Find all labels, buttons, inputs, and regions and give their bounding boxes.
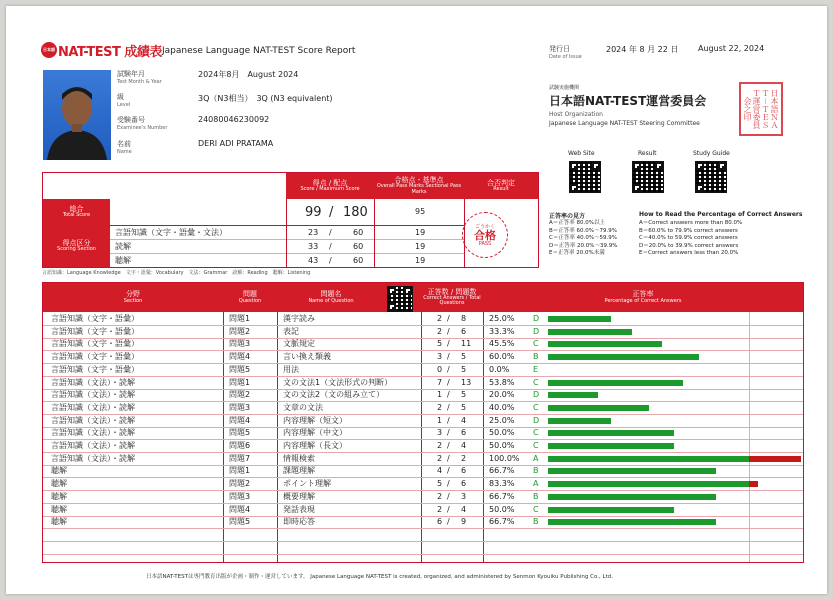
row-percentage: 25.0% <box>489 415 515 425</box>
row-slash: / <box>447 364 450 374</box>
section-score-listening: 43 <box>308 256 319 265</box>
result-header: 合否判定 Result <box>487 178 515 193</box>
section-slash-listening: / <box>329 256 332 265</box>
legend-jp <box>549 220 617 258</box>
row-slash: / <box>447 326 450 336</box>
website-qr-code[interactable] <box>569 161 601 193</box>
row-slash: / <box>447 377 450 387</box>
row-total: 6 <box>461 479 467 489</box>
row-correct: 2 <box>437 504 443 514</box>
footer-note: 日本語NAT-TESTは専門教育出版が企画・制作・運営しています。 Japanese Language NAT-TEST is created, organized, and administered by Senmon Kyouiku Publishing Co., Ltd. <box>146 574 613 580</box>
table-row <box>43 351 803 364</box>
legend-jp-b: B＝正答率 60.0%〜79.9% <box>549 227 617 234</box>
table-row <box>43 402 803 415</box>
row-grade: D <box>533 326 540 336</box>
question-detail-table <box>42 282 804 563</box>
row-question-name: 文の文法2（文の組み立て） <box>283 390 385 400</box>
row-correct: 2 <box>437 314 443 323</box>
percentage-bar <box>548 418 611 424</box>
table-row <box>43 504 803 517</box>
detail-header-name: 問題名 Name of Question <box>308 290 354 304</box>
table-row <box>43 491 803 504</box>
examinee-number-label-en: Examinee's Number <box>117 125 168 131</box>
percentage-bar <box>548 316 611 322</box>
row-section: 言語知識（文法）・読解 <box>51 390 135 400</box>
legend-jp-d: D＝正答率 20.0%〜39.9% <box>549 242 618 249</box>
row-section: 言語知識（文字・語彙） <box>51 339 139 349</box>
row-total: 5 <box>461 352 467 362</box>
section-pass-listening: 19 <box>415 256 426 265</box>
row-percentage: 50.0% <box>489 428 515 438</box>
legend-jp-e: E＝正答率 20.0%未満 <box>549 250 605 256</box>
score-summary-table <box>42 172 539 268</box>
row-section: 言語知識（文字・語彙） <box>51 352 139 362</box>
row-grade: C <box>533 339 539 349</box>
row-question: 問題4 <box>229 352 251 362</box>
row-correct: 7 <box>437 377 443 387</box>
qr-label-study-guide: Study Guide <box>693 150 730 157</box>
pass-result-seal: ごうかく 合格 PASS <box>462 212 508 258</box>
total-score-label: 総合 Total Score <box>43 199 110 225</box>
row-correct: 4 <box>437 466 443 476</box>
row-grade: C <box>533 428 539 438</box>
row-grade: D <box>533 314 540 323</box>
percentage-bar <box>548 430 674 436</box>
issue-date-label: 発行日 <box>549 45 570 53</box>
row-percentage: 20.0% <box>489 390 515 400</box>
row-question: 問題3 <box>229 339 251 349</box>
row-percentage: 45.5% <box>489 339 515 349</box>
row-question: 問題5 <box>229 364 251 374</box>
percentage-bar <box>548 354 699 360</box>
row-grade: B <box>533 491 539 501</box>
row-section: 言語知識（文法）・読解 <box>51 415 135 425</box>
row-correct: 1 <box>437 390 443 400</box>
examinee-photo <box>43 70 111 160</box>
table-row <box>43 465 803 478</box>
row-question: 問題4 <box>229 504 251 514</box>
row-total: 13 <box>461 377 472 387</box>
section-name-listening: 聴解 <box>115 256 131 265</box>
issue-date-label-en: Date of Issue <box>549 54 582 60</box>
row-question-name: 文の文法1（文法形式の判断） <box>283 377 393 387</box>
row-correct: 3 <box>437 352 443 362</box>
host-org-name-en: Japanese Language NAT-TEST Steering Committee <box>549 120 700 127</box>
row-slash: / <box>447 479 450 489</box>
row-question-name: 文脈規定 <box>283 339 315 349</box>
row-correct: 6 <box>437 517 443 527</box>
row-total: 2 <box>461 453 467 463</box>
score-footnote: 言語知識：Language Knowledge 文字・語彙：Vocabulary 文法：Grammar 読解：Reading 聴解：Listening <box>42 270 311 276</box>
percentage-bar-over <box>749 481 758 487</box>
detail-header-question: 問題 Question <box>238 290 262 304</box>
row-slash: / <box>447 517 450 527</box>
detail-header-rate: 正答率 Percentage of Correct Answers <box>604 290 682 304</box>
section-slash-reading: / <box>329 242 332 251</box>
row-grade: C <box>533 441 539 450</box>
row-correct: 2 <box>437 402 443 412</box>
row-correct: 2 <box>437 441 443 450</box>
row-percentage: 66.7% <box>489 517 515 527</box>
row-grade: C <box>533 504 539 514</box>
row-grade: C <box>533 377 539 387</box>
row-grade: B <box>533 352 539 362</box>
row-question-name: 文章の文法 <box>283 402 323 412</box>
row-percentage: 0.0% <box>489 364 510 374</box>
row-section: 言語知識（文法）・読解 <box>51 453 135 463</box>
percentage-bar <box>548 405 649 411</box>
score-header: 得点 / 配点 Score / Maximum Score <box>300 178 360 193</box>
level-label-en: Level <box>117 102 131 108</box>
row-section: 聴解 <box>51 504 67 514</box>
row-question: 問題2 <box>229 390 251 400</box>
host-org-label-en: Host Organization <box>549 111 603 118</box>
row-grade: A <box>533 479 539 489</box>
row-question: 問題5 <box>229 428 251 438</box>
row-slash: / <box>447 390 450 400</box>
percentage-bar-over <box>749 456 801 462</box>
percentage-bar <box>548 481 749 487</box>
row-percentage: 40.0% <box>489 402 515 412</box>
table-row <box>43 338 803 351</box>
table-row <box>43 313 803 326</box>
percentage-bar <box>548 494 716 500</box>
row-grade: D <box>533 415 540 425</box>
detail-qr-code[interactable] <box>387 286 413 312</box>
row-question-name: 表記 <box>283 326 299 336</box>
issue-date-en: August 22, 2024 <box>698 44 765 53</box>
percentage-bar <box>548 443 674 449</box>
row-percentage: 53.8% <box>489 377 515 387</box>
row-percentage: 50.0% <box>489 441 515 450</box>
level-label: 級 <box>117 93 124 101</box>
detail-header-section: 分野 Section <box>123 290 143 304</box>
level-value: 3Q（N3相当） 3Q (N3 equivalent) <box>198 94 333 103</box>
row-question-name: 内容理解（中文） <box>283 428 347 438</box>
total-pass-mark: 95 <box>415 207 426 216</box>
nat-test-logo: NAT-TEST 成績表 <box>58 45 162 60</box>
table-row <box>43 516 803 529</box>
scoring-section-label: 得点区分 Scoring Section <box>43 225 110 267</box>
row-slash: / <box>447 415 450 425</box>
row-slash: / <box>447 441 450 450</box>
empty-table-row <box>43 529 803 542</box>
section-max-reading: 60 <box>353 242 364 251</box>
total-score-slash: / <box>329 205 334 220</box>
section-max-language: 60 <box>353 228 364 237</box>
row-question-name: 概要理解 <box>283 491 315 501</box>
row-question-name: ポイント理解 <box>283 479 331 489</box>
score-report-sheet <box>6 6 827 594</box>
row-section: 言語知識（文法）・読解 <box>51 377 135 387</box>
table-row <box>43 377 803 390</box>
table-row <box>43 326 803 339</box>
row-total: 3 <box>461 491 467 501</box>
percentage-bar <box>548 380 683 386</box>
percentage-bar <box>548 456 749 462</box>
row-correct: 5 <box>437 479 443 489</box>
percentage-bar <box>548 519 716 525</box>
row-question: 問題3 <box>229 402 251 412</box>
row-percentage: 100.0% <box>489 453 520 463</box>
row-slash: / <box>447 352 450 362</box>
section-name-language: 言語知識（文字・語彙・文法） <box>115 228 227 237</box>
row-section: 聴解 <box>51 479 67 489</box>
row-correct: 5 <box>437 339 443 349</box>
percentage-bar <box>548 507 674 513</box>
table-row <box>43 427 803 440</box>
host-org-name: 日本語NAT-TEST運営委員会 <box>549 94 707 108</box>
table-row <box>43 415 803 428</box>
row-total: 5 <box>461 364 467 374</box>
row-grade: C <box>533 402 539 412</box>
row-percentage: 50.0% <box>489 504 515 514</box>
table-row <box>43 440 803 453</box>
row-section: 言語知識（文法）・読解 <box>51 402 135 412</box>
official-seal-stamp: 日本語ＮＡＴ－ＴＥＳＴ運営委員会之印 <box>739 82 783 136</box>
legend-jp-c: C＝正答率 40.0%〜59.9% <box>549 235 618 241</box>
legend-jp-a: A＝正答率 80.0%以上 <box>549 220 605 226</box>
row-total: 6 <box>461 466 467 476</box>
total-max-value: 180 <box>343 205 368 220</box>
row-section: 言語知識（文法）・読解 <box>51 441 135 450</box>
row-slash: / <box>447 314 450 323</box>
row-section: 聴解 <box>51 466 67 476</box>
issue-date-jp: 2024 年 8 月 22 日 <box>606 45 679 54</box>
row-question-name: 情報検索 <box>283 453 315 463</box>
row-total: 8 <box>461 314 467 323</box>
row-total: 6 <box>461 428 467 438</box>
row-question: 問題1 <box>229 466 251 476</box>
row-question-name: 用法 <box>283 364 299 374</box>
row-correct: 2 <box>437 491 443 501</box>
report-title: Japanese Language NAT-TEST Score Report <box>162 46 356 56</box>
row-correct: 2 <box>437 326 443 336</box>
percentage-bar <box>548 341 662 347</box>
row-total: 9 <box>461 517 467 527</box>
row-grade: B <box>533 466 539 476</box>
row-section: 言語知識（文字・語彙） <box>51 326 139 336</box>
section-max-listening: 60 <box>353 256 364 265</box>
legend-en-b: B＝60.0% to 79.9% correct answers <box>639 227 738 234</box>
row-section: 聴解 <box>51 491 67 501</box>
nat-test-logo-seal: 日本語 <box>41 42 57 58</box>
row-question-name: 言い換え類義 <box>283 352 331 362</box>
row-correct: 1 <box>437 415 443 425</box>
percentage-bar <box>548 392 598 398</box>
qr-label-result: Result <box>638 150 657 157</box>
row-correct: 3 <box>437 428 443 438</box>
examinee-number-label: 受験番号 <box>117 116 145 124</box>
section-slash-language: / <box>329 228 332 237</box>
row-total: 6 <box>461 326 467 336</box>
test-month-value: 2024年8月 August 2024 <box>198 70 299 79</box>
row-grade: D <box>533 390 540 400</box>
pass-marks-header: 合格点・基準点 Overall Pass Marks Sectional Pass Marks <box>376 176 462 195</box>
legend-title-en: How to Read the Percentage of Correct Answers <box>639 211 803 218</box>
row-slash: / <box>447 491 450 501</box>
percentage-bar <box>548 329 632 335</box>
examinee-number-value: 24080046230092 <box>198 115 270 124</box>
host-org-small: 試験実施機関 <box>549 85 580 91</box>
table-row <box>43 364 803 377</box>
name-label-en: Name <box>117 149 132 155</box>
result-qr-code[interactable] <box>632 161 664 193</box>
legend-title-jp: 正答率の見方 <box>549 213 586 220</box>
row-slash: / <box>447 453 450 463</box>
row-section: 言語知識（文字・語彙） <box>51 314 139 323</box>
section-score-reading: 33 <box>308 242 319 251</box>
section-pass-language: 19 <box>415 228 426 237</box>
legend-en-a: A＝Correct answers more than 80.0% <box>639 220 743 226</box>
row-total: 4 <box>461 441 467 450</box>
row-total: 5 <box>461 402 467 412</box>
name-value: DERI ADI PRATAMA <box>198 139 274 148</box>
percentage-bar <box>548 468 716 474</box>
study-guide-qr-code[interactable] <box>695 161 727 193</box>
row-question: 問題6 <box>229 441 251 450</box>
test-month-label-en: Test Month & Year <box>117 79 162 85</box>
total-score-value: 99 <box>305 205 322 220</box>
empty-table-row <box>43 542 803 555</box>
row-question: 問題5 <box>229 517 251 527</box>
section-score-language: 23 <box>308 228 319 237</box>
legend-en-e: E＝Correct answers less than 20.0% <box>639 250 739 256</box>
row-total: 4 <box>461 415 467 425</box>
row-question: 問題1 <box>229 314 251 323</box>
name-label: 名前 <box>117 140 131 148</box>
row-section: 言語知識（文字・語彙） <box>51 364 139 374</box>
row-percentage: 60.0% <box>489 352 515 362</box>
row-question-name: 即時応答 <box>283 517 315 527</box>
row-slash: / <box>447 402 450 412</box>
row-question: 問題3 <box>229 491 251 501</box>
row-question-name: 内容理解（長文） <box>283 441 347 450</box>
row-slash: / <box>447 504 450 514</box>
test-month-label: 試験年月 <box>117 70 145 78</box>
row-question: 問題2 <box>229 326 251 336</box>
row-question-name: 発話表現 <box>283 504 315 514</box>
row-question-name: 内容理解（短文） <box>283 415 347 425</box>
legend-en-c: C＝40.0% to 59.9% correct answers <box>639 235 738 241</box>
row-correct: 2 <box>437 453 443 463</box>
detail-header-correct: 正答数 / 問題数 Correct Answers / Total Questions <box>423 287 481 307</box>
row-question: 問題7 <box>229 453 251 463</box>
row-percentage: 83.3% <box>489 479 515 489</box>
row-section: 言語知識（文法）・読解 <box>51 428 135 438</box>
row-percentage: 66.7% <box>489 466 515 476</box>
row-question: 問題4 <box>229 415 251 425</box>
row-slash: / <box>447 339 450 349</box>
section-name-reading: 読解 <box>115 242 131 251</box>
row-question: 問題2 <box>229 479 251 489</box>
row-total: 11 <box>461 339 472 349</box>
table-row <box>43 478 803 491</box>
row-question: 問題1 <box>229 377 251 387</box>
row-question-name: 漢字読み <box>283 314 315 323</box>
row-percentage: 33.3% <box>489 326 515 336</box>
row-percentage: 25.0% <box>489 314 515 323</box>
row-total: 4 <box>461 504 467 514</box>
row-slash: / <box>447 428 450 438</box>
row-grade: B <box>533 517 539 527</box>
row-total: 5 <box>461 390 467 400</box>
row-grade: A <box>533 453 539 463</box>
row-correct: 0 <box>437 364 443 374</box>
table-row <box>43 389 803 402</box>
qr-label-website: Web Site <box>568 150 595 157</box>
legend-en <box>639 220 742 258</box>
legend-en-d: D＝20.0% to 39.9% correct answers <box>639 242 739 249</box>
section-pass-reading: 19 <box>415 242 426 251</box>
row-slash: / <box>447 466 450 476</box>
table-row <box>43 453 803 466</box>
row-grade: E <box>533 364 539 374</box>
row-section: 聴解 <box>51 517 67 527</box>
row-percentage: 66.7% <box>489 491 515 501</box>
row-question-name: 課題理解 <box>283 466 315 476</box>
